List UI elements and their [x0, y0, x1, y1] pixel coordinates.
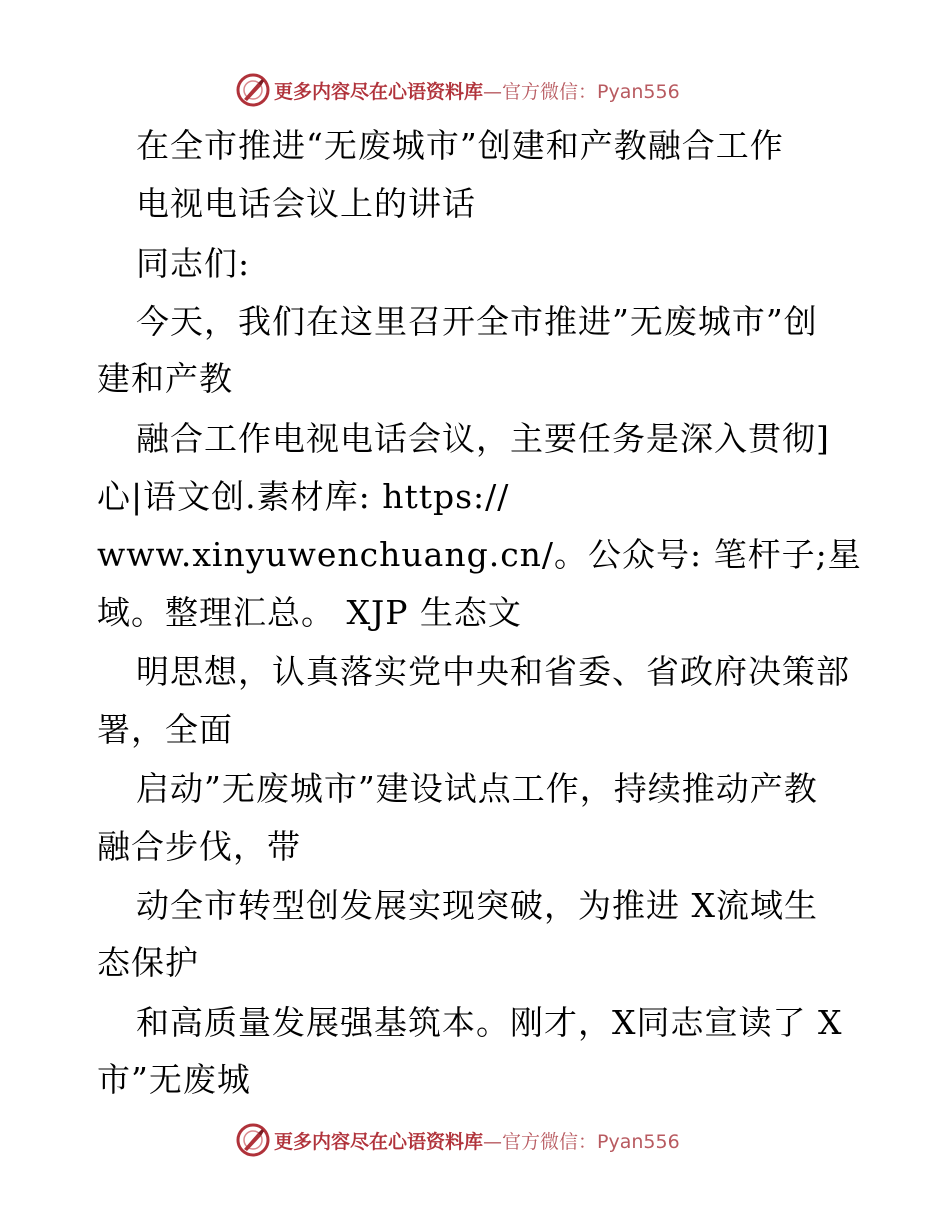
doc-paragraph-line: 域。整理汇总。 XJP 生态文: [97, 593, 522, 632]
doc-title-line-2: 电视电话会议上的讲话: [136, 184, 476, 223]
doc-paragraph-line: 建和产教: [97, 359, 233, 398]
doc-paragraph-line: 市”无废城: [97, 1060, 251, 1099]
watermark-text: [274, 1127, 680, 1154]
doc-paragraph-line: 心|语文创.素材库: https://: [97, 477, 510, 516]
doc-paragraph-line: 融合步伐，带: [97, 827, 301, 866]
doc-paragraph-line: 启动”无废城市”建设试点工作，持续推动产教: [136, 769, 818, 808]
doc-paragraph-line: 动全市转型创发展实现突破，为推进 X流域生: [136, 886, 818, 925]
doc-paragraph-line: 署，全面: [97, 710, 233, 749]
doc-paragraph-line: 融合工作电视电话会议，主要任务是深入贯彻]: [136, 419, 830, 458]
doc-salutation: 同志们:: [136, 244, 251, 283]
doc-paragraph-line: 明思想，认真落实党中央和省委、省政府决策部: [136, 652, 850, 691]
watermark-wechat-id: Pyan556: [597, 80, 680, 103]
watermark-group: [236, 1120, 680, 1160]
doc-paragraph-line: www.xinyuwenchuang.cn/。公众号: 笔杆子;星: [97, 535, 862, 574]
doc-paragraph-line: 今天，我们在这里召开全市推进”无废城市”创: [136, 302, 818, 341]
footer-watermark-banner: [0, 1120, 950, 1160]
doc-title-line-1: 在全市推进“无废城市”创建和产教融合工作: [136, 126, 784, 165]
watermark-title: 更多内容尽在心语资料库: [274, 80, 484, 103]
watermark-separator: —官方微信：: [483, 1130, 598, 1153]
doc-paragraph-line: 态保护: [97, 943, 199, 982]
pen-logo-icon: [236, 1123, 270, 1157]
watermark-separator: —官方微信：: [483, 80, 598, 103]
watermark-title: 更多内容尽在心语资料库: [274, 1130, 484, 1153]
doc-paragraph-line: 和高质量发展强基筑本。刚才，X同志宣读了 X: [136, 1003, 843, 1042]
watermark-wechat-id: Pyan556: [597, 1130, 680, 1153]
